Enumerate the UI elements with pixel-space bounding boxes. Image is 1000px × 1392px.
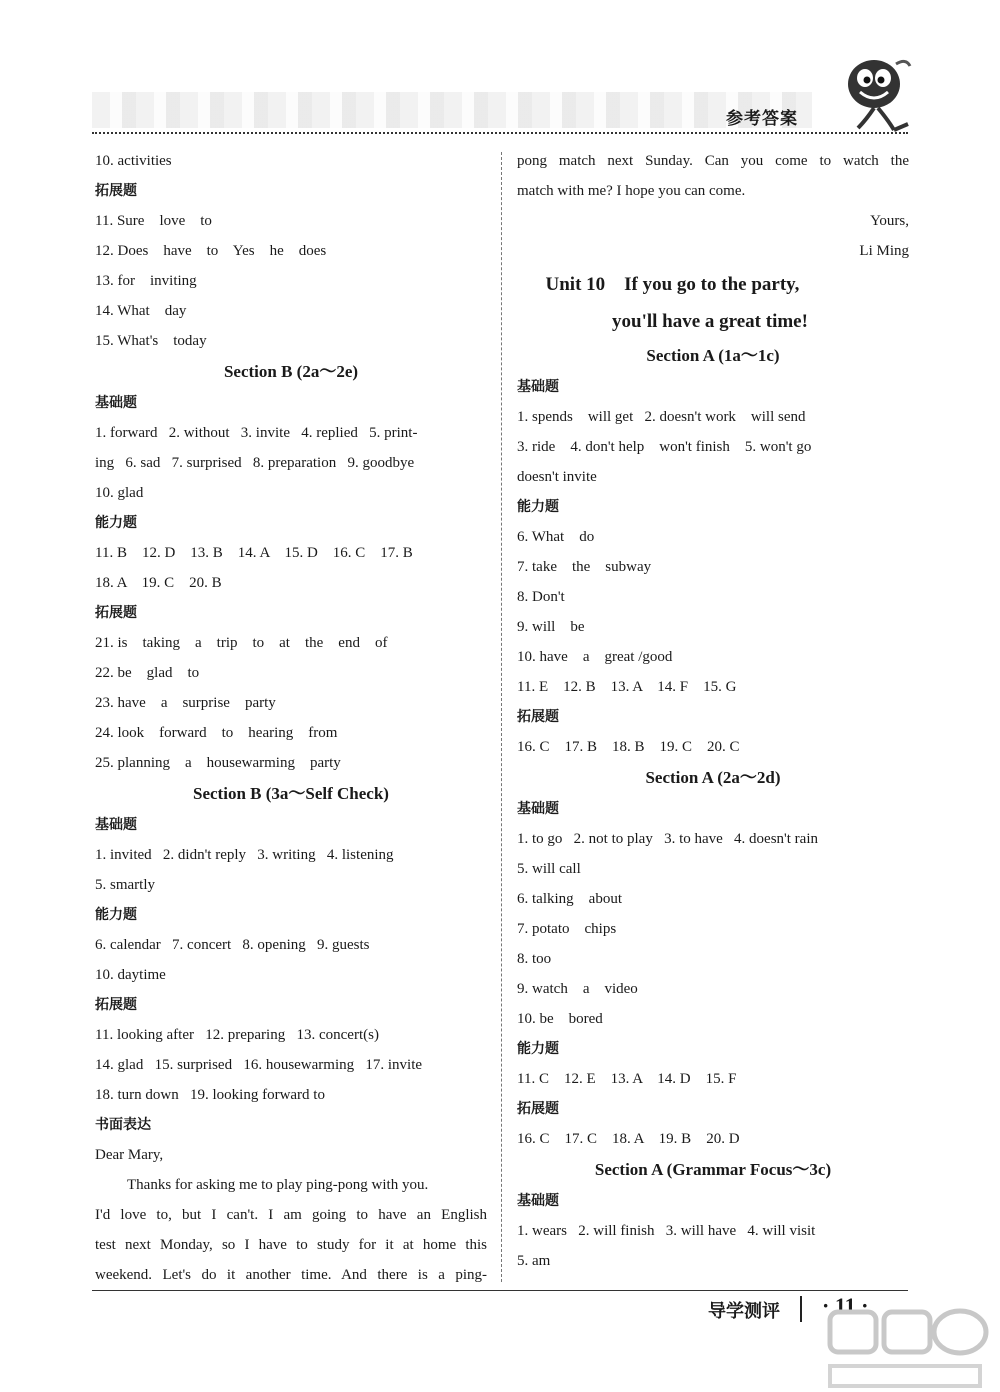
left-question-category: 基础题 xyxy=(95,395,137,411)
right-question-category: 基础题 xyxy=(517,801,559,817)
right-answer-line: 3. ride 4. don't help won't finish 5. won't go xyxy=(517,439,812,455)
right-answer-line: 1. spends will get 2. doesn't work will send xyxy=(517,409,806,425)
footer-rule xyxy=(92,1290,908,1291)
right-answer-line: 11. C 12. E 13. A 14. D 15. F xyxy=(517,1071,737,1087)
header-decoration-band xyxy=(92,92,812,128)
right-answer-line: 7. potato chips xyxy=(517,921,617,937)
left-essay-line: Thanks for asking me to play ping-pong with you. xyxy=(127,1177,429,1193)
right-question-category: 拓展题 xyxy=(517,1101,559,1117)
right-question-category: 拓展题 xyxy=(517,709,559,725)
left-answer-line: 5. smartly xyxy=(95,877,155,893)
right-answer-line: 10. have a great /good xyxy=(517,649,673,665)
right-answer-line: 1. to go 2. not to play 3. to have 4. doesn't rain xyxy=(517,831,818,847)
right-essay-line: pong match next Sunday. Can you come to watch the xyxy=(517,153,909,169)
left-essay-line: weekend. Let's do it another time. And there is a ping- xyxy=(95,1267,487,1283)
right-answer-line: 9. will be xyxy=(517,619,585,635)
right-answer-line: 8. Don't xyxy=(517,589,565,605)
right-answer-line: 16. C 17. C 18. A 19. B 20. D xyxy=(517,1131,740,1147)
right-answer-line: 5. will call xyxy=(517,861,581,877)
left-essay-line: test next Monday, so I have to study for it at home this xyxy=(95,1237,487,1253)
right-question-category: 基础题 xyxy=(517,1193,559,1209)
right-answer-line: 5. am xyxy=(517,1253,551,1269)
left-column xyxy=(95,146,487,1290)
left-answer-line: 12. Does have to Yes he does xyxy=(95,243,327,259)
left-question-category: 拓展题 xyxy=(95,997,137,1013)
left-answer-line: 1. invited 2. didn't reply 3. writing 4. listening xyxy=(95,847,394,863)
right-answer-line: 16. C 17. B 18. B 19. C 20. C xyxy=(517,739,740,755)
right-column xyxy=(517,146,909,1276)
left-answer-line: 14. What day xyxy=(95,303,187,319)
left-essay-line: I'd love to, but I can't. I am going to have an English xyxy=(95,1207,487,1223)
right-question-category: 能力题 xyxy=(517,499,559,515)
page-number: · 11 · xyxy=(822,1293,869,1318)
right-answer-line: 6. What do xyxy=(517,529,595,545)
header-rule xyxy=(92,132,908,134)
left-answer-line: 10. glad xyxy=(95,485,144,501)
right-section-heading: Section A (1a～1c) xyxy=(646,346,780,365)
left-answer-line: 22. be glad to xyxy=(95,665,200,681)
left-answer-line: 1. forward 2. without 3. invite 4. replied 5. print- xyxy=(95,425,418,441)
right-answer-line: 11. E 12. B 13. A 14. F 15. G xyxy=(517,679,737,695)
right-section-heading: Section A (2a～2d) xyxy=(645,768,781,787)
right-answer-line: 1. wears 2. will finish 3. will have 4. will visit xyxy=(517,1223,816,1239)
left-question-category: 拓展题 xyxy=(95,605,137,621)
left-section-heading: Section B (3a～Self Check) xyxy=(193,784,389,803)
left-answer-line: 23. have a surprise party xyxy=(95,695,276,711)
right-question-category: 能力题 xyxy=(517,1041,559,1057)
right-answer-line: 10. be bored xyxy=(517,1011,603,1027)
left-answer-line: 13. for inviting xyxy=(95,273,197,289)
cartoon-mascot-icon xyxy=(838,54,914,136)
left-answer-line: 10. daytime xyxy=(95,967,166,983)
left-answer-line: ing 6. sad 7. surprised 8. preparation 9. goodbye xyxy=(95,455,415,471)
left-answer-line: 6. calendar 7. concert 8. opening 9. guests xyxy=(95,937,370,953)
left-question-category: 能力题 xyxy=(95,515,137,531)
right-answer-line: 8. too xyxy=(517,951,552,967)
left-question-category: 能力题 xyxy=(95,907,137,923)
left-question-category: 拓展题 xyxy=(95,183,137,199)
left-answer-line: Dear Mary, xyxy=(95,1147,164,1163)
left-answer-line: 11. B 12. D 13. B 14. A 15. D 16. C 17. B xyxy=(95,545,413,561)
column-divider xyxy=(501,152,502,1282)
left-answer-line: 15. What's today xyxy=(95,333,207,349)
left-question-category: 基础题 xyxy=(95,817,137,833)
right-answer-line: 7. take the subway xyxy=(517,559,652,575)
left-answer-line: 18. A 19. C 20. B xyxy=(95,575,222,591)
right-answer-line: 9. watch a video xyxy=(517,981,638,997)
right-answer-line: match with me? I hope you can come. xyxy=(517,183,746,199)
left-answer-line: 11. looking after 12. preparing 13. concert(s) xyxy=(95,1027,379,1043)
watermark-logo xyxy=(820,1306,1000,1392)
right-section-heading: Section A (Grammar Focus～3c) xyxy=(594,1160,832,1179)
left-answer-line: 25. planning a housewarming party xyxy=(95,755,341,771)
left-section-heading: Section B (2a～2e) xyxy=(223,362,359,381)
left-answer-line: 10. activities xyxy=(95,153,172,169)
left-answer-line: 11. Sure love to xyxy=(95,213,212,229)
right-unit-title: Unit 10 If you go to the party, xyxy=(517,274,800,295)
header-title: 参考答案 xyxy=(726,109,798,129)
right-letter-signoff: Yours, xyxy=(870,213,909,229)
left-answer-line: 21. is taking a trip to at the end of xyxy=(95,635,388,651)
left-answer-line: 24. look forward to hearing from xyxy=(95,725,338,741)
footer-separator xyxy=(800,1296,802,1322)
right-answer-line: 6. talking about xyxy=(517,891,622,907)
right-answer-line: doesn't invite xyxy=(517,469,597,485)
left-question-category: 书面表达 xyxy=(95,1117,151,1133)
left-answer-line: 18. turn down 19. looking forward to xyxy=(95,1087,325,1103)
right-letter-signoff: Li Ming xyxy=(859,243,909,259)
footer-brand: 导学测评 xyxy=(708,1301,780,1322)
right-unit-title: you'll have a great time! xyxy=(517,311,808,332)
right-question-category: 基础题 xyxy=(517,379,559,395)
left-answer-line: 14. glad 15. surprised 16. housewarming 17. invite xyxy=(95,1057,423,1073)
